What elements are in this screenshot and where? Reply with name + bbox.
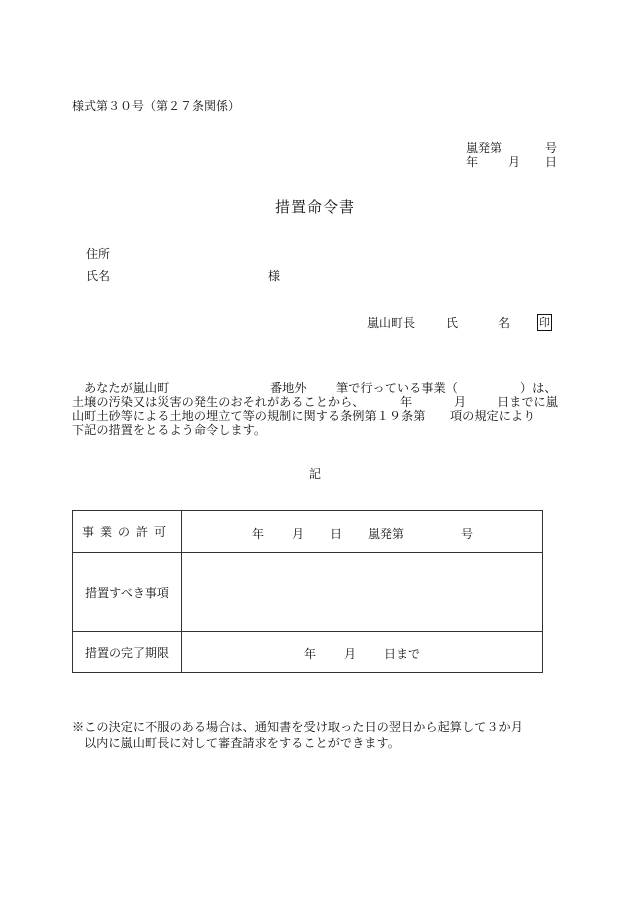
ki-heading: 記 [308, 467, 321, 481]
seal-box: 印 [539, 316, 550, 329]
body-line-2: 土壌の汚染又は災害の発生のおそれがあることから、 年 月 日までに嵐 [72, 395, 558, 409]
body-line-4: 下記の措置をとるよう命令します。 [72, 423, 267, 437]
order-body [72, 381, 556, 437]
deadline-value: 年 月 日まで [182, 632, 543, 673]
measures-table [72, 510, 543, 673]
note-line-2: 以内に嵐山町長に対して審査請求をすることができます。 [84, 736, 400, 750]
table-row-permit [73, 511, 543, 553]
permit-value: 年 月 日 嵐発第 号 [182, 511, 543, 553]
measures-value [182, 553, 543, 632]
issuer-name-label-2: 名 [498, 316, 511, 330]
issuer-name-label-1: 氏 [446, 316, 459, 330]
address-label: 住所 [86, 247, 111, 261]
name-label: 氏名 [86, 269, 111, 283]
permit-label: 事業の許可 [73, 511, 182, 553]
docno-year: 年 [466, 155, 479, 169]
form-number: 様式第３０号（第２７条関係） [72, 99, 241, 113]
honorific: 様 [268, 269, 281, 283]
docno-month: 月 [508, 155, 521, 169]
measures-label: 措置すべき事項 [73, 553, 182, 632]
page-title: 措置命令書 [274, 198, 355, 216]
deadline-label: 措置の完了期限 [73, 632, 182, 673]
note-line-1: ※この決定に不服のある場合は、通知書を受け取った日の翌日から起算して３か月 [72, 720, 523, 734]
body-line-1: あなたが嵐山町 番地外 筆で行っている事業（ ）は、 [84, 381, 557, 395]
table-row-deadline [73, 632, 543, 673]
docno-suffix: 号 [545, 141, 558, 155]
docno-prefix: 嵐発第 [466, 141, 503, 155]
appeal-note [72, 719, 523, 751]
docno-day: 日 [545, 155, 558, 169]
issuer [367, 316, 511, 330]
table-row-measures [73, 553, 543, 632]
issuer-title: 嵐山町長 [367, 316, 416, 330]
body-line-3: 山町土砂等による土地の埋立て等の規制に関する条例第１９条第 項の規定により [72, 409, 536, 423]
